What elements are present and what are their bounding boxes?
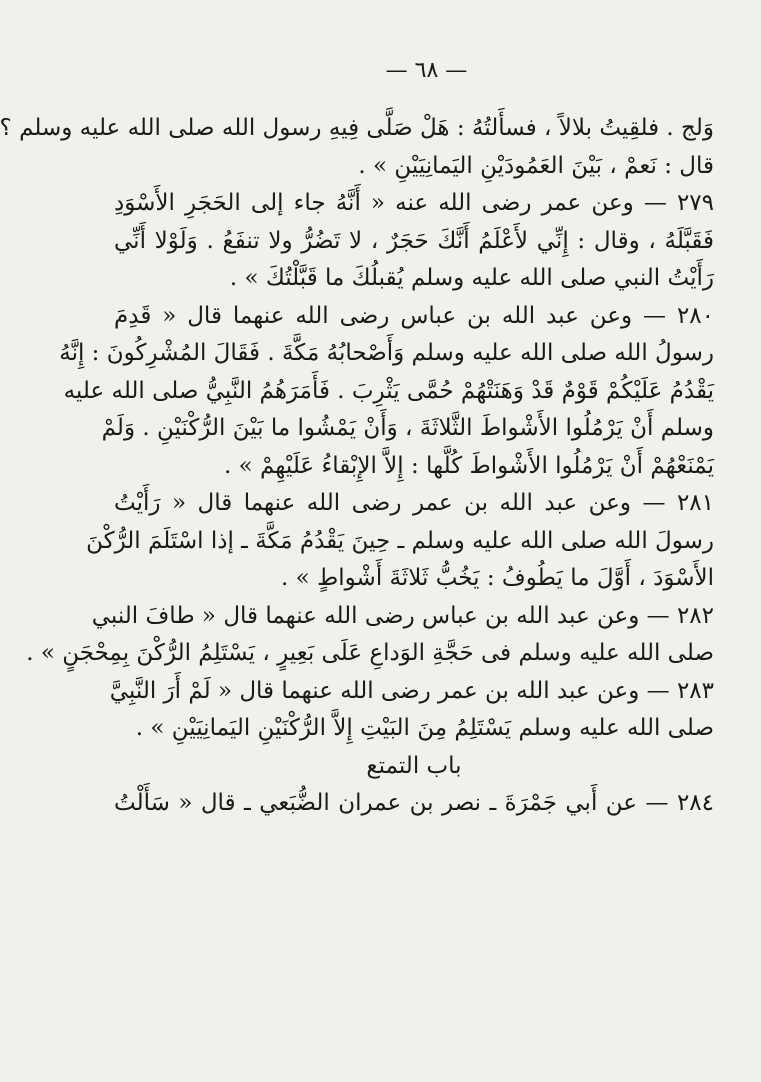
text-line: وَلج . فلقِيتُ بلالاً ، فسأَلتُهُ : هَلْ صَلَّى فِيهِ رسول الله صلى الله عليه وسلم ؟ bbox=[0, 115, 714, 141]
text-line: رسولَ الله صلى الله عليه وسلم ـ حِينَ يَقْدُمُ مَكَّةَ ـ إذا اسْتَلَمَ الرُّكْنَ bbox=[86, 527, 714, 554]
chapter-heading: باب التمتع bbox=[366, 752, 462, 779]
hadith-282-start: ٢٨٢ — وعن عبد الله بن عباس رضى الله عنهما قال « طافَ النبي bbox=[91, 602, 714, 629]
body-text bbox=[0, 112, 714, 825]
text-line: قال : نَعمْ ، بَيْنَ العَمُودَيْنِ اليَمانِيَيْنِ » . bbox=[358, 152, 714, 179]
page-number: — ٦٨ — bbox=[385, 58, 468, 83]
text-line: يَمْنَعْهُمْ أَنْ يَرْمُلُوا الأَشْواطَ كُلَّها : إِلاَّ الإِبْقاءُ عَلَيْهِمْ » . bbox=[223, 452, 714, 479]
hadith-283-start: ٢٨٣ — وعن عبد الله بن عمر رضى الله عنهما قال « لَمْ أَرَ النَّبِيَّ bbox=[109, 677, 714, 704]
text-line: الأَسْوَدَ ، أَوَّلَ ما يَطُوفُ : يَخُبُّ ثَلاثَةَ أَشْواطٍ » . bbox=[281, 565, 714, 591]
text-line: فَقَبَّلَهُ ، وقال : إِنِّي لأَعْلَمُ أَنَّكَ حَجَرٌ ، لا تَضُرُّ ولا تنفَعُ . وَلَوْلا أَنِّي bbox=[114, 227, 714, 254]
text-line: رسولُ الله صلى الله عليه وسلم وَأَصْحابُهُ مَكَّةَ . فَقَالَ المُشْرِكُونَ : إِنَّهُ bbox=[59, 340, 714, 366]
text-line: يَقْدُمُ عَلَيْكُمْ قَوْمٌ قَدْ وَهَنَتْهُمْ حُمَّى يَثْرِبَ . فَأَمَرَهُمُ النَّبِيُّ صلى الله عليه bbox=[63, 377, 714, 404]
hadith-280-start: ٢٨٠ — وعن عبد الله بن عباس رضى الله عنهما قال « قَدِمَ bbox=[114, 302, 714, 329]
text-line: صلى الله عليه وسلم يَسْتَلِمُ مِنَ البَيْتِ إِلاَّ الرُّكْنَيْنِ اليَمانِيَيْنِ » . bbox=[135, 715, 714, 741]
hadith-281-start: ٢٨١ — وعن عبد الله بن عمر رضى الله عنهما قال « رَأَيْتُ bbox=[114, 490, 714, 516]
hadith-284-start: ٢٨٤ — عن أَبي جَمْرَةَ ـ نصر بن عمران الضُّبَعي ـ قال « سَأَلْتُ bbox=[114, 790, 714, 816]
text-line: رَأَيْتُ النبي صلى الله عليه وسلم يُقبلُكَ ما قَبَّلْتُكَ » . bbox=[229, 265, 714, 291]
text-line: صلى الله عليه وسلم فى حَجَّةِ الوَداعِ عَلَى بَعِيرٍ ، يَسْتَلِمُ الرُّكْنَ بِمِحْجَنٍ » . bbox=[26, 640, 714, 666]
text-line: وسلم أَنْ يَرْمُلُوا الأَشْواطَ الثَّلاثَةَ ، وَأَنْ يَمْشُوا ما بَيْنَ الرُّكْنَيْنِ . وَلَمْ bbox=[101, 415, 714, 441]
hadith-279-start: ٢٧٩ — وعن عمر رضى الله عنه « أَنَّهُ جاء إلى الحَجَرِ الأَسْوَدِ bbox=[114, 190, 714, 216]
